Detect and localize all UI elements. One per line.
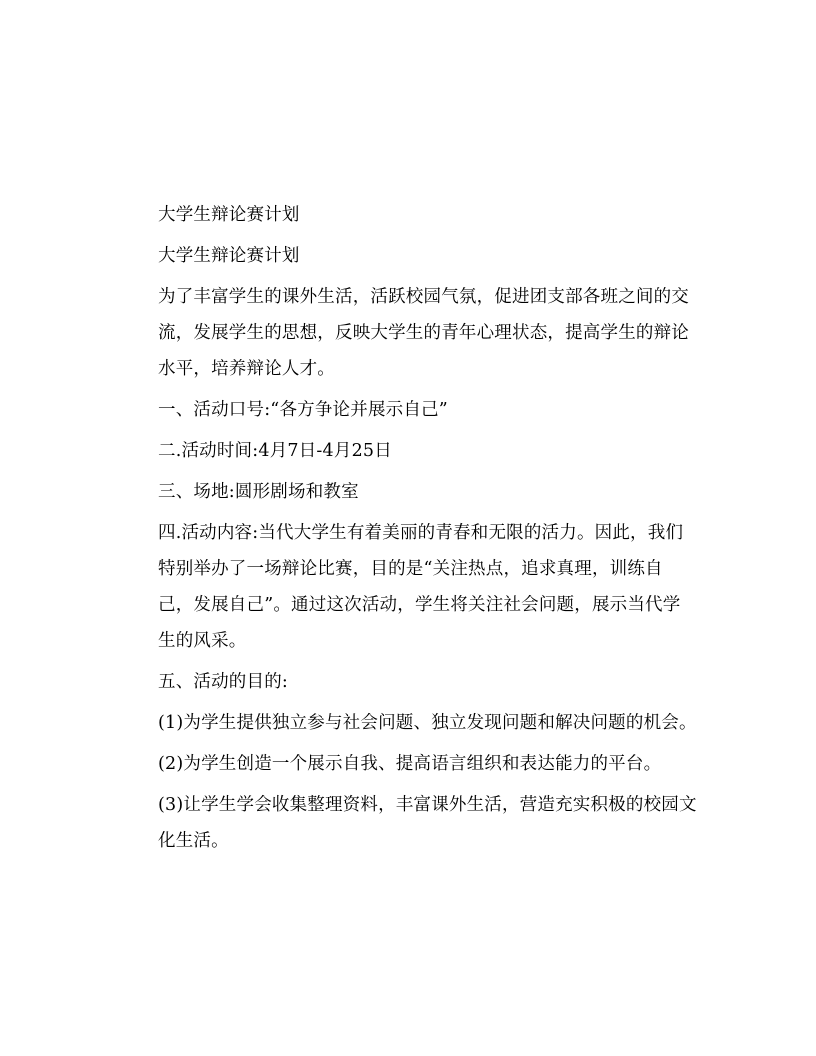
- purpose-heading: 五、活动的目的:: [158, 672, 288, 692]
- document-page: [158, 197, 698, 864]
- purpose-item-3: (3)让学生学会收集整理资料，丰富课外生活，营造充实积极的校园文化生活。: [158, 795, 697, 851]
- intro-paragraph: 为了丰富学生的课外生活，活跃校园气氛，促进团支部各班之间的交流，发展学生的思想，反映大学生的青年心理状态，提高学生的辩论水平，培养辩论人才。: [158, 287, 689, 379]
- content-paragraph: 四.活动内容:当代大学生有着美丽的青春和无限的活力。因此，我们特别举办了一场辩论比赛，目的是“关注热点，追求真理，训练自己，发展自己”。通过这次活动，学生将关注社会问题，展示当代学生的风采。: [158, 523, 684, 651]
- time-paragraph: 二.活动时间:4月7日-4月25日: [158, 441, 392, 461]
- purpose-item-2: (2)为学生创造一个展示自我、提高语言组织和表达能力的平台。: [158, 754, 662, 774]
- document-subtitle: 大学生辩论赛计划: [158, 246, 300, 266]
- slogan-paragraph: 一、活动口号:“各方争论并展示自己”: [158, 400, 448, 420]
- document-title: 大学生辩论赛计划: [158, 205, 300, 225]
- venue-paragraph: 三、场地:圆形剧场和教室: [158, 482, 359, 502]
- purpose-item-1: (1)为学生提供独立参与社会问题、独立发现问题和解决问题的机会。: [158, 713, 697, 733]
